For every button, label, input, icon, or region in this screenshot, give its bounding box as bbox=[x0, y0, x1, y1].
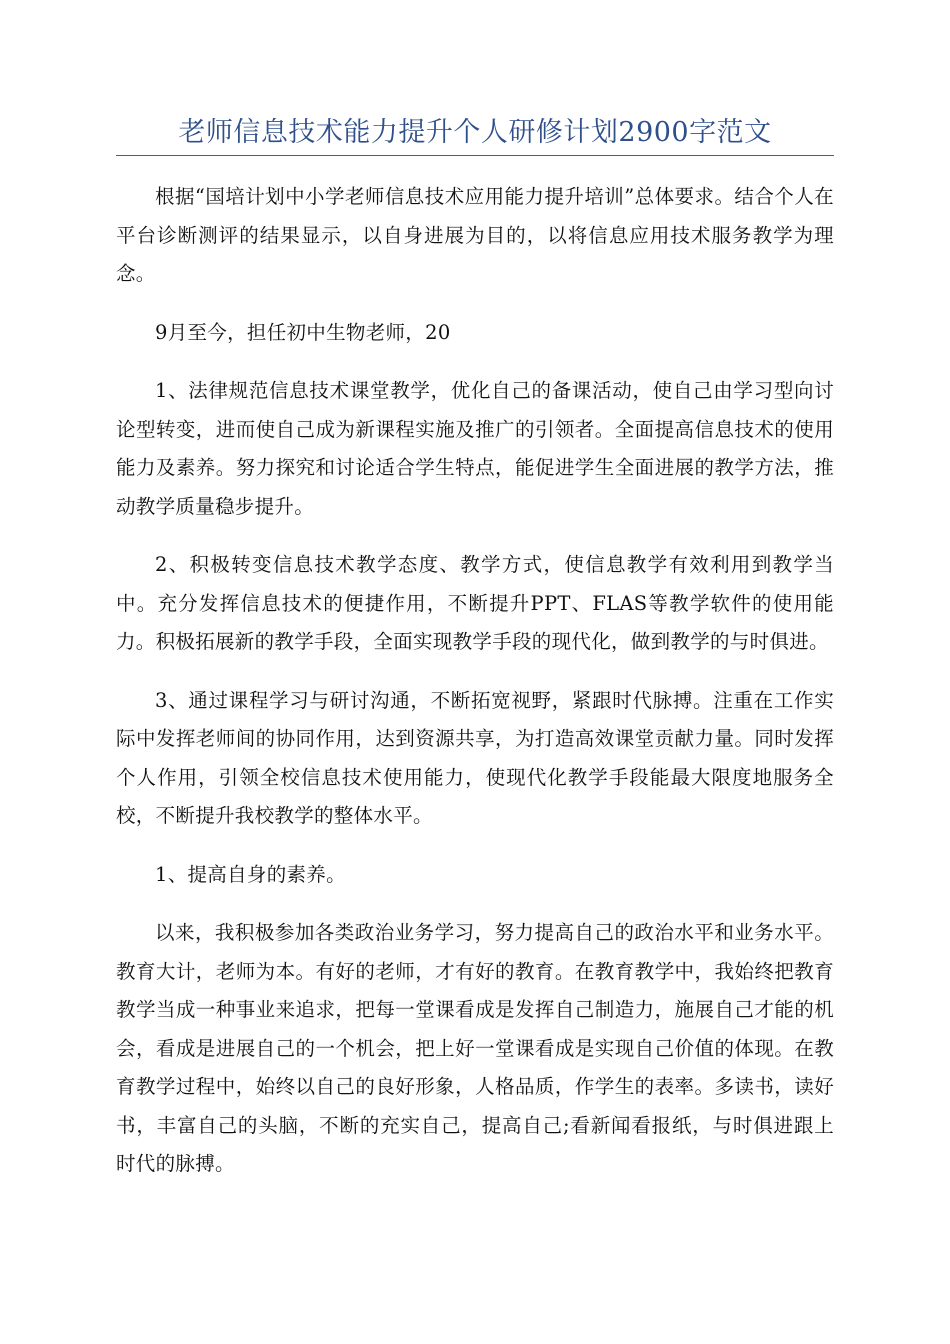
document-title: 老师信息技术能力提升个人研修计划2900字范文 bbox=[178, 117, 772, 148]
paragraph-position: 9月至今，担任初中生物老师，20 bbox=[155, 320, 451, 344]
paragraph-goal-1: 1、法律规范信息技术课堂教学，优化自己的备课活动，使自己由学习型向讨论型转变，进而使自己成为新课程实施及推广的引领者。全面提高信息技术的使用能力及素养。努力探究和讨论适合学生特点，能促进学生全面进展的教学方法，推动教学质量稳步提升。 bbox=[116, 379, 834, 518]
paragraph-heading-1: 1、提高自身的素养。 bbox=[155, 862, 346, 886]
paragraph-self-improvement: 以来，我积极参加各类政治业务学习，努力提高自己的政治水平和业务水平。教育大计，老师为本。有好的老师，才有好的教育。在教育教学中，我始终把教育教学当成一种事业来追求，把每一堂课看成是发挥自己制造力，施展自己才能的机会，看成是进展自己的一个机会，把上好一堂课看成是实现自己价值的体现。在教育教学过程中，始终以自己的良好形象，人格品质，作学生的表率。多读书，读好书，丰富自己的头脑，不断的充实自己，提高自己;看新闻看报纸，与时俱进跟上时代的脉搏。 bbox=[116, 921, 834, 1175]
paragraph-intro: 根据“国培计划中小学老师信息技术应用能力提升培训”总体要求。结合个人在平台诊断测评的结果显示，以自身进展为目的，以将信息应用技术服务教学为理念。 bbox=[116, 185, 834, 285]
document-body bbox=[116, 178, 834, 1204]
title-underline bbox=[116, 155, 834, 156]
paragraph-goal-2: 2、积极转变信息技术教学态度、教学方式，使信息教学有效利用到教学当中。充分发挥信息技术的便捷作用，不断提升PPT、FLAS等教学软件的使用能力。积极拓展新的教学手段，全面实现教学手段的现代化，做到教学的与时俱进。 bbox=[116, 553, 834, 653]
paragraph-goal-3: 3、通过课程学习与研讨沟通，不断拓宽视野，紧跟时代脉搏。注重在工作实际中发挥老师间的协同作用，达到资源共享，为打造高效课堂贡献力量。同时发挥个人作用，引领全校信息技术使用能力，使现代化教学手段能最大限度地服务全校，不断提升我校教学的整体水平。 bbox=[116, 688, 834, 827]
